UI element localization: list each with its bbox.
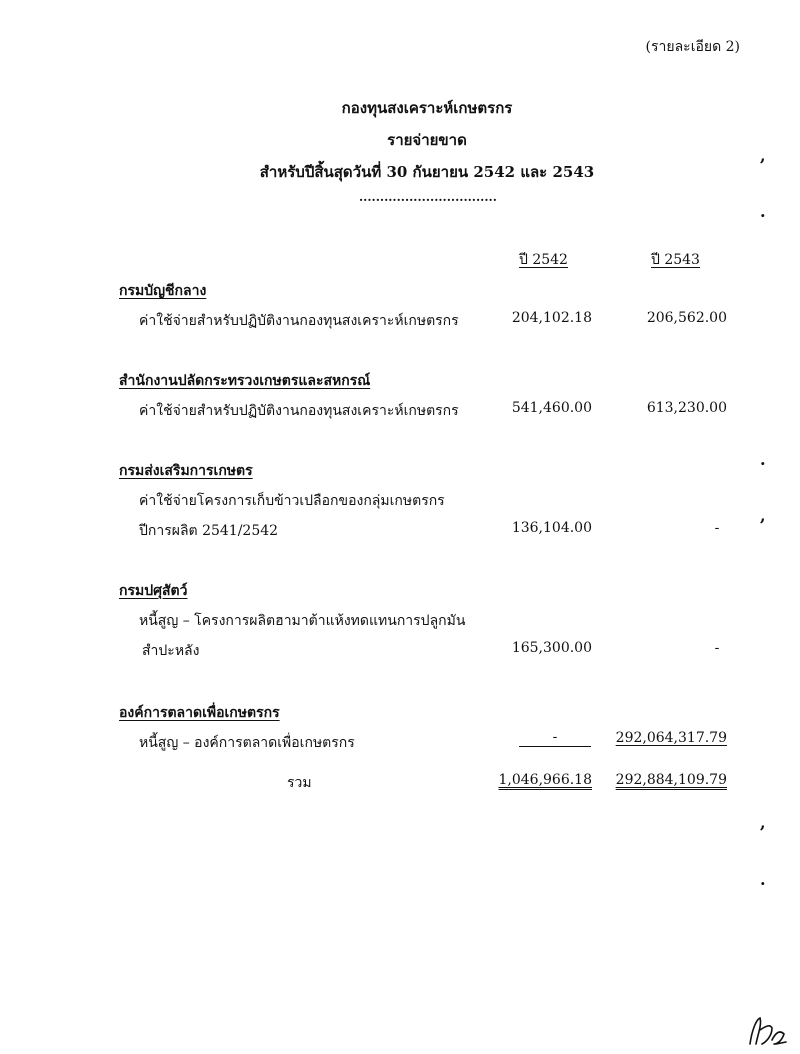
scan-speck: . (760, 870, 766, 889)
section-line-item: ค่าใช้จ่ายสำหรับปฏิบัติงานกองทุนสงเคราะห์เกษตรกร (139, 403, 459, 419)
value-2542: 541,460.00 (511, 400, 592, 416)
value-2543: - (714, 640, 720, 656)
value-2542: 136,104.00 (511, 520, 592, 536)
section-heading: กรมปศุสัตว์ (119, 583, 188, 599)
value-2543: 206,562.00 (646, 310, 727, 326)
document-title-fund: กองทุนสงเคราะห์เกษตรกร (341, 99, 513, 117)
section-heading: กรมส่งเสริมการเกษตร (119, 463, 253, 479)
value-2543: 613,230.00 (646, 400, 727, 416)
value-2542: 165,300.00 (511, 640, 592, 656)
document-title-statement: รายจ่ายขาด (387, 131, 467, 149)
document-title-period: สำหรับปีสิ้นสุดวันที่ 30 กันยายน 2542 และ 2543 (259, 163, 595, 181)
section-line-item: สำปะหลัง (142, 643, 200, 659)
total-2542: 1,046,966.18 (498, 772, 592, 788)
section-heading: กรมบัญชีกลาง (119, 283, 207, 299)
section-line-item: ค่าใช้จ่ายโครงการเก็บข้าวเปลือกของกลุ่มเกษตรกร (139, 493, 445, 509)
scan-speck: . (760, 202, 766, 221)
value-2543: - (714, 520, 720, 536)
section-line-item: ปีการผลิต 2541/2542 (139, 523, 279, 539)
section-line-item: ค่าใช้จ่ายสำหรับปฏิบัติงานกองทุนสงเคราะห์เกษตรกร (139, 313, 459, 329)
initials-signature (744, 1010, 790, 1050)
section-line-item: หนี้สูญ – โครงการผลิตฮามาต้าแห้งทดแทนการปลูกมัน (139, 613, 466, 629)
scan-speck: . (760, 450, 766, 469)
value-2542: - (519, 730, 591, 747)
column-header-2543: ปี 2543 (651, 252, 700, 268)
section-heading: สำนักงานปลัดกระทรวงเกษตรและสหกรณ์ (119, 373, 371, 389)
value-2543: 292,064,317.79 (615, 730, 727, 746)
total-label: รวม (287, 775, 312, 791)
scan-speck: , (760, 146, 766, 165)
column-header-2542: ปี 2542 (519, 252, 568, 268)
section-line-item: หนี้สูญ – องค์การตลาดเพื่อเกษตรกร (139, 735, 355, 751)
scan-speck: , (760, 813, 766, 832)
detail-reference-note: (รายละเอียด 2) (645, 39, 740, 55)
scan-speck: , (760, 506, 766, 525)
section-heading: องค์การตลาดเพื่อเกษตรกร (119, 705, 280, 721)
title-divider: ................................. (359, 190, 497, 204)
value-2542: 204,102.18 (511, 310, 592, 326)
total-2543: 292,884,109.79 (615, 772, 727, 788)
